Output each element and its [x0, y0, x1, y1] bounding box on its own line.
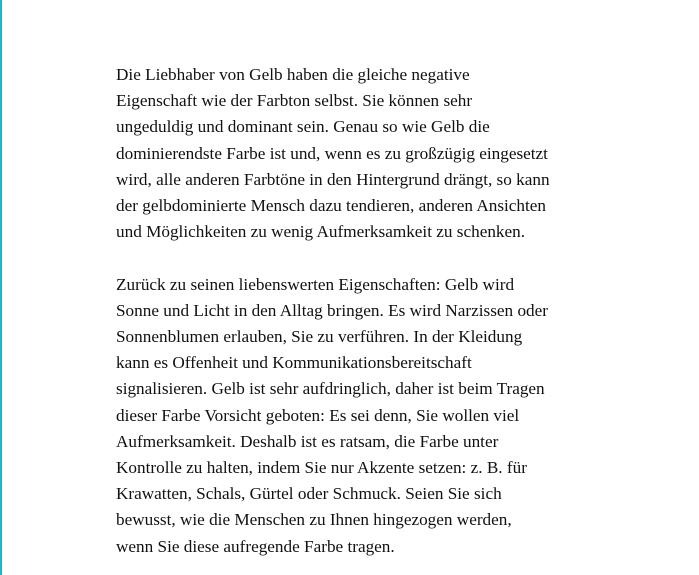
text-line: wenn Sie diese aufregende Farbe tragen.	[116, 536, 395, 556]
text-line: signalisieren. Gelb ist sehr aufdringlich, daher ist beim Tragen	[116, 379, 545, 399]
text-line: Sonnenblumen erlauben, Sie zu verführen. In der Kleidung	[116, 327, 523, 347]
text-line: der gelbdominierte Mensch dazu tendieren, anderen Ansichten	[116, 196, 547, 216]
text-line: dominierendste Farbe ist und, wenn es zu großzügig eingesetzt	[116, 143, 548, 163]
text-line: ungeduldig und dominant sein. Genau so wie Gelb die	[116, 117, 490, 137]
text-line: Krawatten, Schals, Gürtel oder Schmuck. Seien Sie sich	[116, 484, 502, 504]
text-line: dieser Farbe Vorsicht geboten: Es sei denn, Sie wollen viel	[116, 405, 520, 425]
text-line: Die Liebhaber von Gelb haben die gleiche negative	[116, 65, 470, 84]
text-line: kann es Offenheit und Kommunikationsbereitschaft	[116, 353, 472, 373]
text-line: Aufmerksamkeit. Deshalb ist es ratsam, die Farbe unter	[116, 431, 499, 451]
text-line: Kontrolle zu halten, indem Sie nur Akzente setzen: z. B. für	[116, 458, 527, 478]
text-line: Sonne und Licht in den Alltag bringen. Es wird Narzissen oder	[116, 300, 548, 320]
text-line: Eigenschaft wie der Farbton selbst. Sie können sehr	[116, 91, 473, 111]
left-edge-border	[0, 0, 2, 575]
text-line: und Möglichkeiten zu wenig Aufmerksamkeit zu schenken.	[116, 222, 526, 242]
text-line: bewusst, wie die Menschen zu Ihnen hingezogen werden,	[116, 510, 512, 530]
paragraph-1	[116, 62, 592, 245]
text-line: Zurück zu seinen liebenswerten Eigenschaften: Gelb wird	[116, 274, 515, 294]
paragraph-2	[116, 272, 592, 560]
body-text	[116, 62, 592, 560]
text-line: wird, alle anderen Farbtöne in den Hintergrund drängt, so kann	[116, 169, 550, 189]
